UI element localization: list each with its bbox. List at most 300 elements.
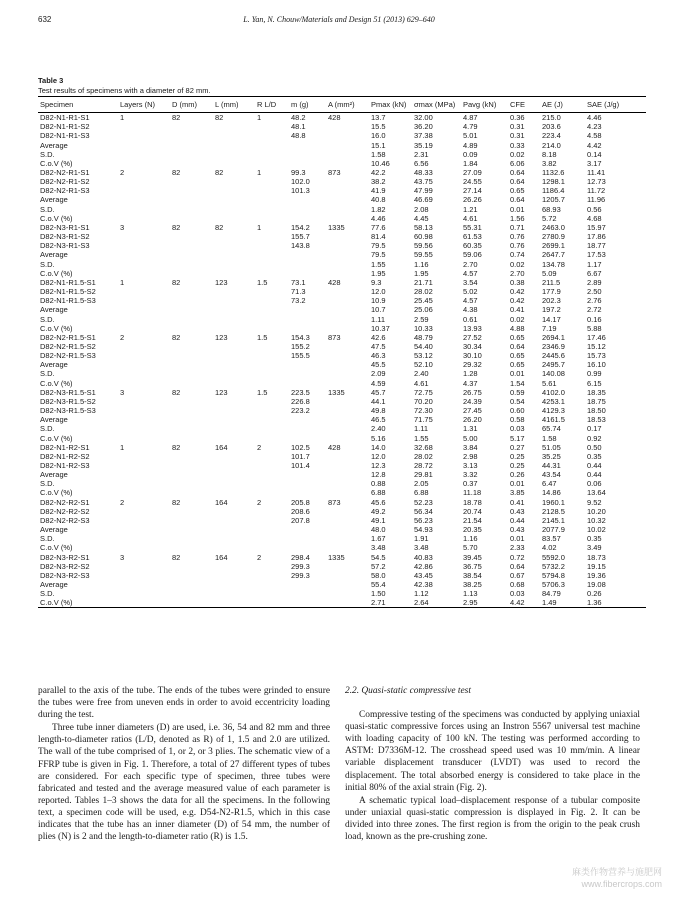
table-cell: 3.82 (542, 158, 557, 168)
table-cell: 0.41 (510, 305, 525, 315)
table-cell: C.o.V (%) (40, 488, 73, 498)
table-cell: D82-N3-R1.5-S3 (40, 406, 96, 416)
table-cell: 1.55 (371, 259, 386, 269)
table-cell: S.D. (40, 149, 55, 159)
table-cell (255, 507, 289, 516)
table-cell: 48.0 (371, 525, 386, 535)
table-cell: 2.40 (371, 424, 386, 434)
table-cell (170, 433, 213, 442)
table-cell: 0.01 (510, 204, 525, 214)
table-cell: C.o.V (%) (40, 378, 73, 388)
table-cell: 1.95 (414, 268, 429, 278)
table-cell: 3.48 (414, 543, 429, 553)
table-cell: 6.67 (587, 268, 602, 278)
table-cell: 177.9 (542, 287, 561, 297)
table-cell: 29.81 (414, 470, 433, 480)
table-cell: 72.75 (414, 387, 433, 397)
table-cell: 82 (172, 222, 181, 232)
table-cell: 1.91 (414, 534, 429, 544)
table-cell (118, 507, 170, 516)
table-cell (326, 314, 369, 323)
table-cell: 4.42 (508, 598, 540, 608)
table-cell (213, 269, 255, 278)
table-cell (118, 488, 170, 497)
table-cell (289, 150, 326, 159)
table-cell: 223.5 (291, 387, 310, 397)
table-cell: 13.7 (371, 113, 386, 123)
table-cell: 55.31 (463, 222, 482, 232)
table-cell (213, 305, 255, 314)
table-row (38, 223, 646, 232)
table-cell: 19.15 (587, 561, 606, 571)
table-cell: 82 (215, 168, 224, 178)
table-cell (255, 241, 289, 250)
table-row (38, 598, 646, 608)
table-cell (255, 177, 289, 186)
left-text-column (38, 685, 330, 844)
table-cell: 2.70 (510, 268, 525, 278)
table-cell (118, 397, 170, 406)
table-cell (170, 580, 213, 589)
table-cell: 26.75 (463, 387, 482, 397)
table-cell (213, 452, 255, 461)
table-cell: 81.4 (371, 232, 386, 242)
table-cell: 2.64 (412, 598, 461, 608)
table-cell (118, 269, 170, 278)
table-cell: 0.92 (587, 433, 602, 443)
table-cell: 2.31 (414, 149, 429, 159)
table-cell (326, 250, 369, 259)
table-cell: 43.75 (414, 177, 433, 187)
column-header: Pavg (kN) (461, 97, 508, 113)
table-cell (213, 598, 255, 608)
table-row (38, 314, 646, 323)
table-row (38, 195, 646, 204)
table-cell (289, 314, 326, 323)
table-cell: 1.36 (585, 598, 646, 608)
table-cell: 143.8 (291, 241, 310, 251)
table-cell: 20.35 (463, 525, 482, 535)
table-cell: 4129.3 (542, 406, 565, 416)
table-row (38, 122, 646, 131)
table-cell (118, 571, 170, 580)
table-cell: 1.58 (371, 149, 386, 159)
table-cell (213, 324, 255, 333)
column-header: A (mm²) (326, 97, 369, 113)
table-cell: 0.44 (587, 470, 602, 480)
table-cell (170, 397, 213, 406)
table-cell (289, 269, 326, 278)
table-cell: 0.38 (510, 277, 525, 287)
table-cell (213, 543, 255, 552)
table-cell: 24.39 (463, 396, 482, 406)
table-cell: 102.0 (291, 177, 310, 187)
table-cell: 4.88 (510, 323, 525, 333)
table-cell (170, 195, 213, 204)
table-cell (255, 342, 289, 351)
table-cell (326, 507, 369, 516)
table-cell: C.o.V (%) (40, 543, 73, 553)
table-cell: 202.3 (542, 296, 561, 306)
table-cell: 299.3 (291, 561, 310, 571)
table-cell (255, 470, 289, 479)
table-cell: Average (40, 525, 68, 535)
table-cell: D82-N3-R1.5-S2 (40, 396, 96, 406)
table-cell: 1132.6 (542, 168, 565, 178)
table-cell (255, 424, 289, 433)
table-cell (170, 296, 213, 305)
table-cell: 3 (120, 552, 125, 562)
table-row (38, 534, 646, 543)
table-row (38, 507, 646, 516)
table-cell (326, 177, 369, 186)
table-cell (118, 360, 170, 369)
table-row (38, 580, 646, 589)
table-cell: 15.12 (587, 341, 606, 351)
table-cell: 30.10 (463, 351, 482, 361)
table-cell (213, 122, 255, 131)
table-cell (289, 589, 326, 598)
table-cell (213, 369, 255, 378)
table-cell: 101.4 (291, 461, 310, 471)
table-cell: 82 (172, 552, 181, 562)
table-cell: 2.33 (510, 543, 525, 553)
table-cell (255, 260, 289, 269)
table-cell: 6.88 (371, 488, 386, 498)
table-cell (118, 342, 170, 351)
table-cell: 48.8 (291, 131, 306, 141)
table-cell: 205.8 (291, 497, 310, 507)
table-cell (170, 260, 213, 269)
table-cell: D82-N1-R1.5-S3 (40, 296, 96, 306)
table-cell: 5592.0 (542, 552, 565, 562)
table-cell: 0.76 (510, 241, 525, 251)
table-cell: 0.64 (510, 341, 525, 351)
table-cell: 55.4 (371, 580, 386, 590)
table-cell (118, 433, 170, 442)
table-cell: 46.3 (371, 351, 386, 361)
table-cell (326, 241, 369, 250)
table-cell (170, 571, 213, 580)
table-cell: C.o.V (%) (40, 213, 73, 223)
table-cell (255, 415, 289, 424)
table-cell: 0.64 (510, 177, 525, 187)
table-cell: 1.58 (542, 433, 557, 443)
table-cell: C.o.V (%) (40, 268, 73, 278)
table-cell: 48.33 (414, 168, 433, 178)
table-cell: 6.88 (414, 488, 429, 498)
table-cell: 59.06 (463, 250, 482, 260)
table-cell: 4.87 (463, 113, 478, 123)
table-cell: S.D. (40, 259, 55, 269)
table-cell: 18.73 (587, 552, 606, 562)
table-cell: 53.12 (414, 351, 433, 361)
table-caption-text: Test results of specimens with a diameter of 82 mm. (38, 86, 211, 95)
table-cell (170, 351, 213, 360)
table-cell (118, 122, 170, 131)
table-cell (213, 195, 255, 204)
table-row (38, 205, 646, 214)
table-row (38, 479, 646, 488)
table-cell (326, 369, 369, 378)
table-cell: 25.06 (414, 305, 433, 315)
table-cell (118, 296, 170, 305)
table-cell (255, 305, 289, 314)
table-cell (289, 479, 326, 488)
table-cell: 2346.9 (542, 341, 565, 351)
column-header: Layers (N) (118, 97, 170, 113)
column-header: D (mm) (170, 97, 213, 113)
watermark (572, 866, 662, 890)
table-cell: 6.47 (542, 479, 557, 489)
table-cell (289, 324, 326, 333)
table-cell (118, 287, 170, 296)
table-cell (170, 415, 213, 424)
table-cell: 2 (120, 497, 125, 507)
table-cell: 0.41 (510, 497, 525, 507)
table-cell: D82-N3-R1.5-S1 (40, 387, 96, 397)
table-row (38, 351, 646, 360)
table-cell: 155.7 (291, 232, 310, 242)
table-cell: 4.57 (463, 268, 478, 278)
table-cell (118, 305, 170, 314)
table-cell: 0.17 (587, 424, 602, 434)
table-cell: 19.08 (587, 580, 606, 590)
table-cell (170, 131, 213, 140)
table-cell (255, 488, 289, 497)
table-cell: D82-N2-R1-S2 (40, 177, 90, 187)
table-cell (255, 406, 289, 415)
table-cell: 82 (172, 497, 181, 507)
table-row (38, 452, 646, 461)
table-cell: D82-N3-R1-S1 (40, 222, 90, 232)
table-cell (255, 397, 289, 406)
table-cell: 9.52 (587, 497, 602, 507)
table-cell (326, 260, 369, 269)
table-cell (170, 461, 213, 470)
table-cell: 27.45 (463, 406, 482, 416)
table-cell (326, 433, 369, 442)
table-cell (255, 543, 289, 552)
table-cell: 12.0 (371, 287, 386, 297)
table-cell (213, 260, 255, 269)
table-cell (213, 159, 255, 168)
table-cell: C.o.V (%) (40, 433, 73, 443)
table-cell: 25.45 (414, 296, 433, 306)
table-cell: 0.60 (510, 406, 525, 416)
table-cell (118, 379, 170, 388)
table-cell: 0.25 (510, 461, 525, 471)
table-cell: 5.88 (587, 323, 602, 333)
table-cell: 2128.5 (542, 506, 565, 516)
table-cell (170, 342, 213, 351)
table-cell: 1.5 (257, 332, 268, 342)
table-cell: Average (40, 305, 68, 315)
table-cell: 0.02 (510, 259, 525, 269)
table-cell (213, 424, 255, 433)
table-cell: D82-N1-R1-S3 (40, 131, 90, 141)
table-cell: 10.02 (587, 525, 606, 535)
table-cell: 42.38 (414, 580, 433, 590)
table-cell: 30.34 (463, 341, 482, 351)
table-cell (289, 214, 326, 223)
table-cell: 223.4 (542, 131, 561, 141)
table-cell: 1.21 (463, 204, 478, 214)
table-cell: 0.09 (463, 149, 478, 159)
table-cell: 8.18 (542, 149, 557, 159)
table-cell: 18.77 (587, 241, 606, 251)
table-cell: 5.01 (463, 131, 478, 141)
table-cell: 12.3 (371, 461, 386, 471)
table-cell (213, 360, 255, 369)
table-cell: 43.45 (414, 570, 433, 580)
table-cell (255, 324, 289, 333)
table-cell: 57.2 (371, 561, 386, 571)
table-cell: 16.0 (371, 131, 386, 141)
table-cell: 10.7 (371, 305, 386, 315)
table-cell: 2 (120, 168, 125, 178)
table-cell: D82-N2-R1.5-S1 (40, 332, 96, 342)
table-cell (213, 314, 255, 323)
watermark-url: www.fibercrops.com (581, 879, 662, 889)
table-cell: 5732.2 (542, 561, 565, 571)
table-cell: 49.1 (371, 515, 386, 525)
table-cell: 0.68 (510, 580, 525, 590)
table-cell: 18.53 (587, 415, 606, 425)
table-cell: 72.30 (414, 406, 433, 416)
table-cell (289, 534, 326, 543)
table-cell (326, 479, 369, 488)
table-cell: 61.53 (463, 232, 482, 242)
table-row (38, 433, 646, 442)
table-cell (255, 562, 289, 571)
table-cell: 73.1 (291, 277, 306, 287)
table-cell (289, 543, 326, 552)
table-cell (326, 269, 369, 278)
table-cell: 4.38 (463, 305, 478, 315)
table-cell: 4.45 (414, 213, 429, 223)
table-cell: 84.79 (542, 589, 561, 599)
table-cell: 0.31 (510, 131, 525, 141)
table-cell (289, 424, 326, 433)
table-row (38, 113, 646, 123)
table-cell (289, 369, 326, 378)
table-label: Table 3 (38, 76, 64, 85)
table-cell: 101.7 (291, 451, 310, 461)
column-header: SAE (J/g) (585, 97, 646, 113)
table-cell: 56.34 (414, 506, 433, 516)
table-row (38, 488, 646, 497)
table-cell (326, 287, 369, 296)
table-cell (289, 470, 326, 479)
table-cell: 226.8 (291, 396, 310, 406)
table-cell: 4253.1 (542, 396, 565, 406)
table-cell: 73.2 (291, 296, 306, 306)
table-cell: 41.9 (371, 186, 386, 196)
table-cell: 1.16 (463, 534, 478, 544)
table-cell: 1.82 (371, 204, 386, 214)
table-row (38, 443, 646, 452)
table-cell: 1 (257, 168, 262, 178)
table-cell: 5.72 (542, 213, 557, 223)
table-cell: 26.20 (463, 415, 482, 425)
table-cell: 51.05 (542, 442, 561, 452)
table-row (38, 553, 646, 562)
table-cell: 0.43 (510, 525, 525, 535)
table-cell: D82-N1-R2-S3 (40, 461, 90, 471)
table-cell: 0.26 (510, 470, 525, 480)
table-cell: 1.49 (540, 598, 585, 608)
table-cell (326, 571, 369, 580)
table-cell (213, 534, 255, 543)
table-cell (326, 195, 369, 204)
table-cell: 45.5 (371, 360, 386, 370)
table-cell: 211.5 (542, 277, 561, 287)
table-cell: 0.03 (510, 589, 525, 599)
table-cell: 21.71 (414, 277, 433, 287)
table-cell: 0.58 (510, 415, 525, 425)
table-cell: 102.5 (291, 442, 310, 452)
table-row (38, 159, 646, 168)
table-row (38, 232, 646, 241)
table-row (38, 406, 646, 415)
column-header: L (mm) (213, 97, 255, 113)
table-row (38, 379, 646, 388)
table-cell: 45.7 (371, 387, 386, 397)
table-cell: 5.09 (542, 268, 557, 278)
table-cell (255, 232, 289, 241)
table-cell: 1.17 (587, 259, 602, 269)
table-cell: 3.13 (463, 461, 478, 471)
table-cell (213, 214, 255, 223)
running-head: L. Yan, N. Chouw/Materials and Design 51 (2013) 629–640 (243, 15, 435, 24)
table-cell: D82-N1-R1.5-S2 (40, 287, 96, 297)
table-cell: D82-N1-R2-S1 (40, 442, 90, 452)
table-cell: 0.43 (510, 506, 525, 516)
table-cell: 47.99 (414, 186, 433, 196)
table-row (38, 131, 646, 140)
table-cell: 1.5 (257, 387, 268, 397)
table-cell: 0.56 (587, 204, 602, 214)
table-cell: 0.65 (510, 332, 525, 342)
table-cell (326, 324, 369, 333)
table-cell: 1 (120, 277, 125, 287)
table-cell (170, 205, 213, 214)
table-cell (170, 305, 213, 314)
table-cell (213, 525, 255, 534)
paragraph: Compressive testing of the specimens was conducted by applying uniaxial quasi-static compressive forces using an Instron 5567 universal test machine with loading capacity of 100 kN. The testing was performed according to ASTM: D7336M-12. The crosshead speed used was 10 mm/min. A linear variable displacement transducer (LVDT) was used to record the displacement. The total absorbed energy is considered to take place in the initial 80% of the axial strain (Fig. 2). (345, 710, 640, 793)
column-header: R L/D (255, 97, 289, 113)
table-cell: 49.2 (371, 506, 386, 516)
column-header: Pmax (kN) (369, 97, 412, 113)
table-cell: Average (40, 415, 68, 425)
table-cell (170, 250, 213, 259)
table-cell: 83.57 (542, 534, 561, 544)
table-cell: 0.37 (463, 479, 478, 489)
table-cell: D82-N2-R2-S3 (40, 515, 90, 525)
table-cell (213, 140, 255, 149)
table-row (38, 324, 646, 333)
table-cell: 0.01 (510, 479, 525, 489)
table-cell (289, 195, 326, 204)
table-cell: 1.95 (371, 268, 386, 278)
table-cell (326, 580, 369, 589)
table-cell (213, 342, 255, 351)
table-cell (118, 589, 170, 598)
table-cell (326, 525, 369, 534)
table-cell: 0.67 (510, 570, 525, 580)
table-cell: 4.68 (587, 213, 602, 223)
